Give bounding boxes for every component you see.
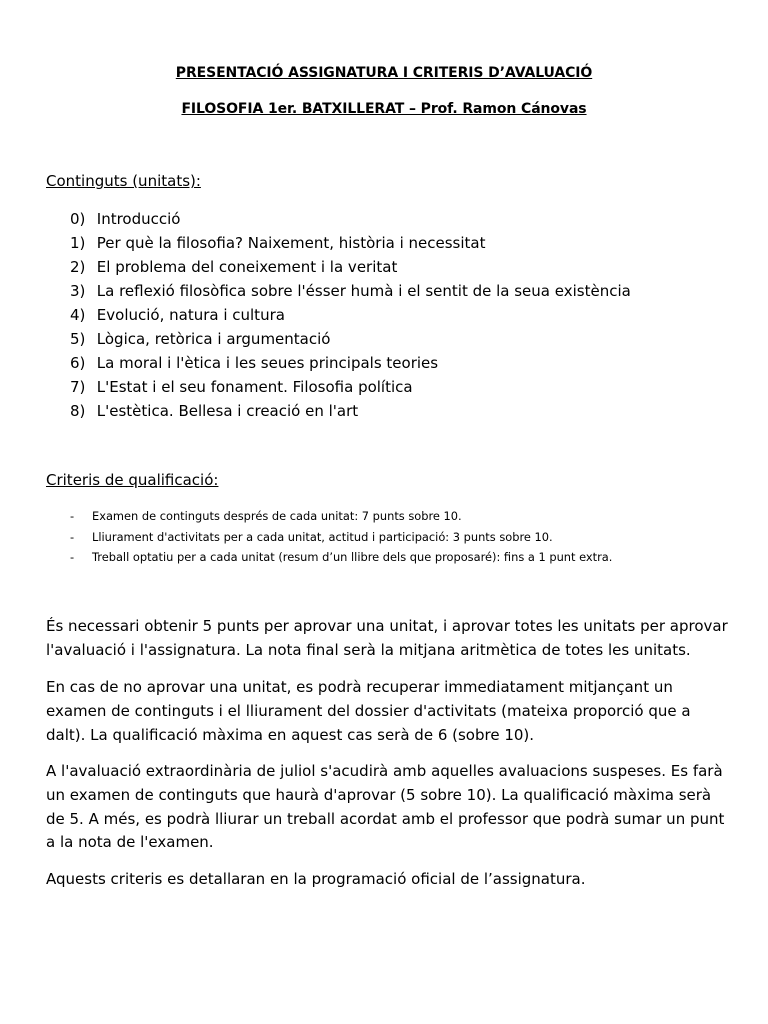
criterion-text: Examen de continguts després de cada unitat: 7 punts sobre 10. [92, 509, 462, 523]
list-item [70, 279, 631, 303]
unit-number: 3) [70, 282, 86, 300]
unit-number: 7) [70, 378, 86, 396]
paragraph-extraordinary: A l'avaluació extraordinària de juliol s'acudirà amb aquelles avaluacions suspeses. Es farà un examen de continguts que haurà d'aprovar (5 sobre 10). La qualificació màxima serà de 5. A més, es podrà lliurar un treball acordat amb el professor que podrà sumar un punt a la nota de l'examen. [46, 762, 725, 852]
unit-number: 8) [70, 402, 86, 420]
paragraph-passing-rules: És necessari obtenir 5 punts per aprovar una unitat, i aprovar totes les unitats per aprovar l'avaluació i l'assignatura. La nota final serà la mitjana aritmètica de totes les unitats. [46, 617, 728, 659]
bullet-dash: - [70, 550, 75, 564]
paragraph-recovery: En cas de no aprovar una unitat, es podrà recuperar immediatament mitjançant un examen de continguts i el lliurament del dossier d'activitats (mateixa proporció que a dalt). La qualificació màxima en aquest cas serà de 6 (sobre 10). [46, 678, 691, 744]
list-item [70, 399, 631, 423]
unit-title: La moral i l'ètica i les seues principals teories [96, 354, 439, 372]
criteria-list [70, 506, 612, 568]
unit-title: Evolució, natura i cultura [96, 306, 285, 324]
document-subtitle: FILOSOFIA 1er. BATXILLERAT – Prof. Ramon Cánovas [181, 101, 587, 117]
unit-number: 4) [70, 306, 86, 324]
criterion-text: Treball optatiu per a cada unitat (resum d’un llibre dels que proposaré): fins a 1 punt extra. [92, 550, 613, 564]
list-item [70, 375, 631, 399]
unit-title: L'Estat i el seu fonament. Filosofia política [96, 378, 413, 396]
units-list [70, 207, 631, 423]
list-item [70, 207, 631, 231]
criterion-text: Lliurament d'activitats per a cada unitat, actitud i participació: 3 punts sobre 10. [92, 529, 553, 544]
unit-title: Introducció [96, 210, 181, 228]
criteria-heading: Criteris de qualificació: [46, 471, 219, 489]
list-item [70, 255, 631, 279]
list-item [70, 351, 631, 375]
bullet-dash: - [70, 509, 75, 523]
list-item [70, 231, 631, 255]
contents-heading: Continguts (unitats): [46, 172, 201, 190]
unit-number: 0) [70, 210, 86, 228]
unit-title: Lògica, retòrica i argumentació [96, 330, 331, 348]
list-item [70, 547, 612, 568]
unit-title: Per què la filosofia? Naixement, història i necessitat [96, 234, 486, 252]
unit-number: 6) [70, 354, 86, 372]
unit-title: El problema del coneixement i la veritat [96, 258, 398, 276]
document-title: PRESENTACIÓ ASSIGNATURA I CRITERIS D’AVALUACIÓ [175, 65, 593, 81]
unit-title: La reflexió filosòfica sobre l'ésser humà i el sentit de la seua existència [96, 282, 631, 300]
list-item [70, 527, 612, 548]
unit-number: 2) [70, 258, 86, 276]
list-item [70, 303, 631, 327]
paragraph-closing: Aquests criteris es detallaran en la programació oficial de l’assignatura. [46, 870, 586, 888]
list-item [70, 506, 612, 527]
bullet-dash: - [70, 529, 75, 544]
unit-title: L'estètica. Bellesa i creació en l'art [96, 402, 359, 420]
unit-number: 5) [70, 330, 86, 348]
unit-number: 1) [70, 234, 86, 252]
list-item [70, 327, 631, 351]
